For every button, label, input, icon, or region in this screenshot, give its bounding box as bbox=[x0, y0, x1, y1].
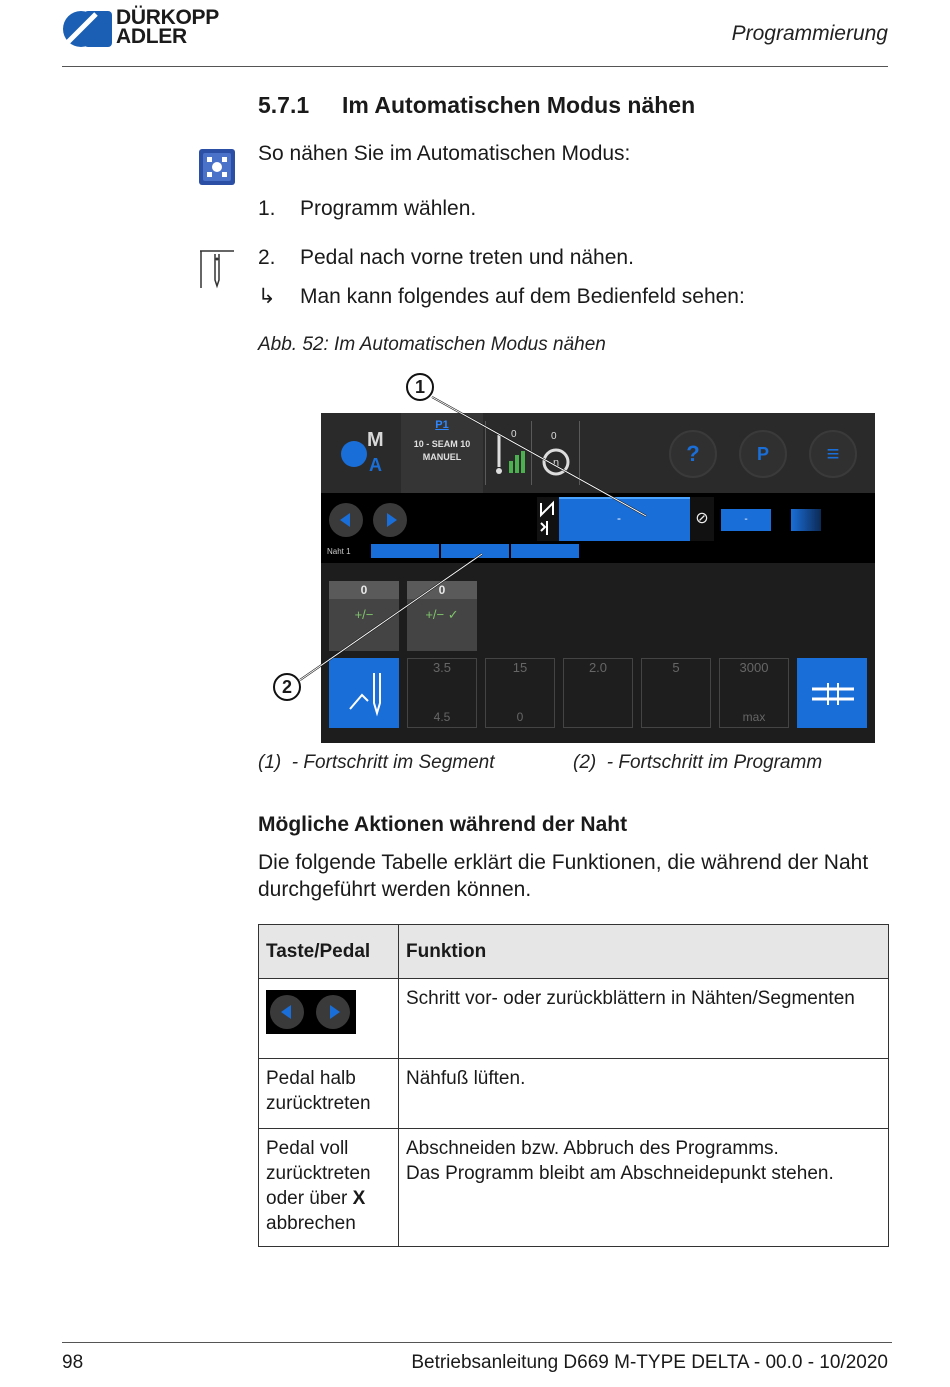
column-header-key: Taste/Pedal bbox=[259, 925, 399, 979]
mode-manual-label: M bbox=[367, 429, 384, 451]
nav-buttons-image bbox=[266, 990, 356, 1034]
stitch-counter-value: 0 bbox=[511, 429, 517, 440]
prev-arrow-icon bbox=[270, 995, 304, 1029]
speed-button-max: max bbox=[742, 710, 766, 724]
legend-number: (2) bbox=[573, 752, 597, 773]
table-header-row bbox=[259, 925, 889, 979]
brand-line-1: DÜRKOPP bbox=[116, 6, 219, 29]
step-number: 1. bbox=[258, 197, 276, 220]
callout-1: 1 bbox=[406, 373, 434, 401]
thread-tension-button-alt: 0 bbox=[516, 710, 524, 724]
step-text: Man kann folgendes auf dem Bedienfeld sehen: bbox=[300, 285, 745, 308]
thread-tension-value: 0 bbox=[360, 583, 368, 597]
stitch-length-alt-value: 4.5 bbox=[433, 710, 451, 724]
stitch-adjust-icon: +/− ✓ bbox=[425, 607, 459, 622]
actions-description: Die folgende Tabelle erklärt die Funktionen, die während der Naht durchgeführt werden können. bbox=[258, 851, 869, 901]
cancel-segment-icon[interactable]: ⊘ bbox=[690, 497, 714, 541]
foot-stroke-value: 2.0 bbox=[588, 660, 608, 675]
table-cell-key: Pedal halb zurücktreten bbox=[259, 1059, 399, 1129]
segment-progress-value: - bbox=[617, 511, 621, 525]
heading-title: Im Automatischen Modus nähen bbox=[342, 92, 696, 118]
legend-number: (1) bbox=[258, 752, 282, 773]
step-text: Programm wählen. bbox=[300, 197, 477, 220]
thread-tension-button-value: 15 bbox=[512, 660, 528, 675]
table-cell-key bbox=[259, 1129, 399, 1247]
brand-line-2: ADLER bbox=[116, 25, 187, 48]
thread-tension-icon: +/− bbox=[354, 607, 374, 622]
seam-label: Naht 1 bbox=[327, 547, 351, 556]
svg-text:n: n bbox=[552, 457, 560, 469]
table-cell-function: Schritt vor- oder zurückblättern in Nähten/Segmenten bbox=[399, 979, 889, 1059]
speed-button-value: 3000 bbox=[739, 660, 769, 675]
menu-button[interactable]: ≡ bbox=[809, 430, 857, 478]
step-text: Pedal nach vorne treten und nähen. bbox=[300, 246, 634, 269]
actions-table bbox=[258, 924, 889, 1247]
heading-number: 5.7.1 bbox=[258, 92, 310, 118]
program-name-line-1: 10 - SEAM 10 bbox=[413, 439, 471, 449]
legend-text: - Fortschritt im Programm bbox=[606, 752, 823, 773]
table-cell-key bbox=[259, 979, 399, 1059]
parameter-button[interactable]: P bbox=[739, 430, 787, 478]
table-row bbox=[259, 979, 889, 1059]
result-arrow-icon: ↳ bbox=[258, 285, 276, 308]
mode-auto-label: A bbox=[369, 455, 382, 475]
foot-pressure-value: 5 bbox=[672, 660, 680, 675]
legend-text: - Fortschritt im Segment bbox=[291, 752, 495, 773]
function-line-1: Abschneiden bzw. Abbruch des Programms. bbox=[406, 1138, 779, 1159]
help-button[interactable]: ? bbox=[669, 430, 717, 478]
program-number: P1 bbox=[435, 419, 449, 431]
legend-1 bbox=[258, 752, 495, 774]
key-text-end: abbrechen bbox=[266, 1213, 356, 1234]
actions-heading: Mögliche Aktionen während der Naht bbox=[258, 813, 628, 836]
document-info: Betriebsanleitung D669 M-TYPE DELTA - 00.0 - 10/2020 bbox=[411, 1352, 888, 1373]
footer-divider bbox=[62, 1342, 892, 1343]
section-title: Programmierung bbox=[731, 22, 888, 45]
program-name-line-2: MANUEL bbox=[422, 452, 462, 462]
table-cell-function: Nähfuß lüften. bbox=[399, 1059, 889, 1129]
table-row bbox=[259, 1129, 889, 1247]
step-number: 2. bbox=[258, 246, 276, 269]
key-bold-text: X bbox=[352, 1188, 366, 1209]
intro-text: So nähen Sie im Automatischen Modus: bbox=[258, 142, 631, 165]
key-text: Pedal voll zurücktreten oder über bbox=[266, 1138, 371, 1209]
callout-2: 2 bbox=[273, 673, 301, 701]
next-segment-preview: - bbox=[721, 509, 771, 531]
table-row bbox=[259, 1059, 889, 1129]
function-line-2: Das Programm bleibt am Abschneidepunkt stehen. bbox=[406, 1163, 834, 1184]
stitch-adjust-value: 0 bbox=[438, 583, 446, 597]
stitch-length-value: 3.5 bbox=[432, 660, 452, 675]
page-number: 98 bbox=[62, 1352, 84, 1373]
legend-2 bbox=[573, 752, 822, 774]
next-arrow-icon bbox=[316, 995, 350, 1029]
figure-caption: Abb. 52: Im Automatischen Modus nähen bbox=[258, 334, 606, 355]
table-cell-function bbox=[399, 1129, 889, 1247]
column-header-function: Funktion bbox=[399, 925, 889, 979]
speed-value: 0 bbox=[551, 431, 557, 442]
